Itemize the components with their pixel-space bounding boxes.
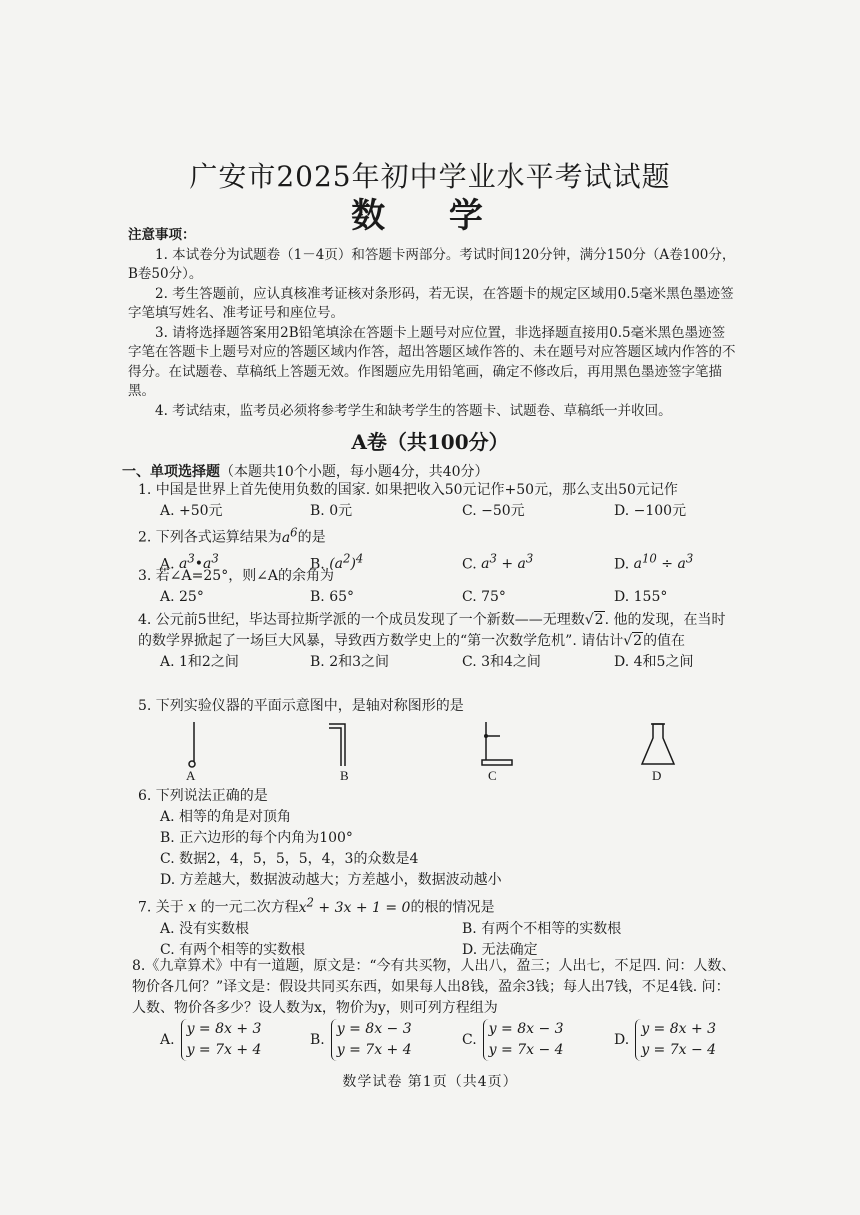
equation-system <box>331 1019 412 1061</box>
option-b: B. 有两个不相等的实数根 <box>462 920 622 937</box>
figure-label-d: D <box>652 768 662 783</box>
note-item: 3. 请将选择题答案用2B铅笔填涂在答题卡上题号对应位置，非选择题直接用0.5毫米黑色墨迹签字笔在答题卡上题号对应的答题区域内作答，超出答题区域作答的、未在题号对应答题区域内作答的不得分。在试题卷、草稿纸上答题无效。作图题应先用铅笔画，确定不修改后，再用黑色墨迹签字笔描黑。 <box>128 324 736 399</box>
question-stem: 8.《九章算术》中有一道题，原文是：“今有共买物，人出八，盈三；人出七，不足四. 问：人数、物价各几何？”译文是：假设共同买东西，如果每人出8钱，盈余3钱；每人出7钱，不足4钱. 问：人数、物价各多少？设人数为x，物价为y，则可列方程组为 <box>132 958 736 1016</box>
option-b: B. $(a^2)^4$ <box>310 551 364 573</box>
question-2 <box>138 522 738 573</box>
section-a-heading: A卷（共100分） <box>351 430 509 454</box>
math-expr: $x^2 + 3x + 1 = 0$ <box>298 895 411 916</box>
option-a: A. 25° <box>160 589 204 605</box>
figure-label-c: C <box>488 768 497 783</box>
option-d: D. 无法确定 <box>462 941 538 958</box>
option-label: C. <box>462 556 477 573</box>
stem-text: 的一元二次方程 <box>200 899 299 916</box>
figure-label-a: A <box>186 768 196 783</box>
option-d: D. $a^{10} \div a^3$ <box>614 551 694 573</box>
equation-system <box>181 1019 262 1061</box>
option-a <box>160 1019 261 1061</box>
option-a: A. $a^3•a^3$ <box>160 551 219 573</box>
exam-subject: 数 学 <box>351 196 509 236</box>
note-item: 1. 本试卷分为试题卷（1－4页）和答题卡两部分。考试时间120分钟，满分150分（A卷100分，B卷50分）。 <box>128 246 736 282</box>
option-a: A. 相等的角是对顶角 <box>160 809 292 825</box>
option-label: A. <box>160 556 175 573</box>
stem-text: . 他的发现，在当时的数学界掀起了一场巨大风暴，导致西方数学史上的“第一次数学危机”. 请估计 <box>138 612 726 649</box>
option-c: C. $a^3 + a^3$ <box>462 551 534 573</box>
equation: y = 7x + 4 <box>336 1042 412 1058</box>
instrument-figures <box>170 720 710 785</box>
equation-system <box>483 1019 564 1061</box>
option-b <box>310 1019 412 1061</box>
stem-text: 4. 公元前5世纪，毕达哥拉斯学派的一个成员发现了一个新数——无理数 <box>138 612 585 628</box>
option-b: B. 0元 <box>310 503 353 519</box>
option-c: C. 数据2，4，5，5，5，4，3的众数是4 <box>160 851 419 867</box>
figure-label-b: B <box>340 768 349 783</box>
notes-section <box>128 226 738 421</box>
question-stem: 5. 下列实验仪器的平面示意图中，是轴对称图形的是 <box>138 698 464 714</box>
stem-text: 的是 <box>297 529 326 546</box>
option-a: A. 没有实数根 <box>160 920 250 937</box>
option-c: C. 75° <box>462 589 506 605</box>
note-item: 4. 考试结束，监考员必须将参考学生和缺考学生的答题卡、试题卷、草稿纸一并收回。 <box>155 402 672 419</box>
question-5 <box>138 696 738 717</box>
option-c: C. −50元 <box>462 503 525 519</box>
question-stem: 6. 下列说法正确的是 <box>138 788 268 804</box>
note-item: 2. 考生答题前，应认真核准考证核对条形码，若无误，在答题卡的规定区域用0.5毫米黑色墨迹签字笔填写姓名、准考证号和座位号。 <box>128 285 734 321</box>
sqrt-arg: 2 <box>594 612 604 628</box>
option-label: B. <box>310 556 325 573</box>
exam-title: 广安市2025年初中学业水平考试试题 <box>189 160 671 193</box>
option-c <box>462 1019 564 1061</box>
stem-text: 的根的情况是 <box>410 899 495 916</box>
option-label: D. <box>614 1031 630 1048</box>
question-8 <box>132 956 738 1067</box>
question-6 <box>138 786 738 891</box>
option-d: D. −100元 <box>614 503 687 519</box>
figure-c-iron-stand <box>476 720 516 770</box>
option-row <box>132 1019 738 1067</box>
option-b: B. 2和3之间 <box>310 654 390 670</box>
equation-system <box>635 1019 716 1061</box>
part-one-heading <box>122 461 489 481</box>
question-stem: 3. 若∠A=25°，则∠A的余角为 <box>138 568 335 584</box>
equation: y = 7x + 4 <box>186 1042 262 1058</box>
equation: y = 7x − 4 <box>488 1042 564 1058</box>
part-one-desc: （本题共10个小题，每小题4分，共40分） <box>220 464 489 480</box>
figure-b-bent-tube <box>325 720 355 770</box>
stem-text: 2. 下列各式运算结果为 <box>138 529 282 546</box>
option-label: A. <box>160 1031 175 1048</box>
option-d: D. 155° <box>614 589 668 605</box>
option-label: D. <box>614 556 630 573</box>
notes-heading: 注意事项： <box>128 227 196 243</box>
page-footer: 数学试卷 第1页（共4页） <box>342 1074 518 1090</box>
figure-d-flask <box>638 720 678 770</box>
option-label: B. <box>310 1031 325 1048</box>
stem-text: 的值在 <box>643 633 686 649</box>
equation: y = 8x − 3 <box>336 1021 412 1037</box>
question-1 <box>138 480 738 522</box>
question-7 <box>138 892 738 961</box>
question-stem: 1. 中国是世界上首先使用负数的国家. 如果把收入50元记作+50元，那么支出50元记作 <box>138 482 678 498</box>
option-c: C. 有两个相等的实数根 <box>160 941 306 958</box>
question-stem: 4. 公元前5世纪，毕达哥拉斯学派的一个成员发现了一个新数——无理数√2. 他的发现，在当时的数学界掀起了一场巨大风暴，导致西方数学史上的“第一次数学危机”. 请估计√2的值在 <box>138 612 726 649</box>
equation: y = 8x + 3 <box>186 1021 262 1037</box>
option-d: D. 方差越大，数据波动越大；方差越小，数据波动越小 <box>160 872 502 888</box>
option-c: C. 3和4之间 <box>462 654 541 670</box>
option-d <box>614 1019 716 1061</box>
option-d: D. 4和5之间 <box>614 654 694 670</box>
equation: y = 8x − 3 <box>488 1021 564 1037</box>
part-one-label: 一、单项选择题 <box>122 464 220 480</box>
sqrt-arg: 2 <box>633 633 643 649</box>
option-label: C. <box>462 1031 477 1048</box>
option-a: A. 1和2之间 <box>160 654 239 670</box>
question-4 <box>138 610 738 673</box>
stem-text: 7. 关于 <box>138 899 184 916</box>
question-3 <box>138 566 738 608</box>
figure-a-dropper <box>178 720 208 770</box>
option-a: A. +50元 <box>160 503 223 519</box>
option-b: B. 65° <box>310 589 355 605</box>
question-stem: 7. 关于 x 的一元二次方程$x^2 + 3x + 1 = 0$的根的情况是 <box>138 895 495 916</box>
equation: y = 8x + 3 <box>641 1021 717 1037</box>
option-b: B. 正六边形的每个内角为100° <box>160 830 353 846</box>
math-expr: $a^6$ <box>281 525 298 546</box>
equation: y = 7x − 4 <box>641 1042 717 1058</box>
question-stem <box>138 522 738 549</box>
